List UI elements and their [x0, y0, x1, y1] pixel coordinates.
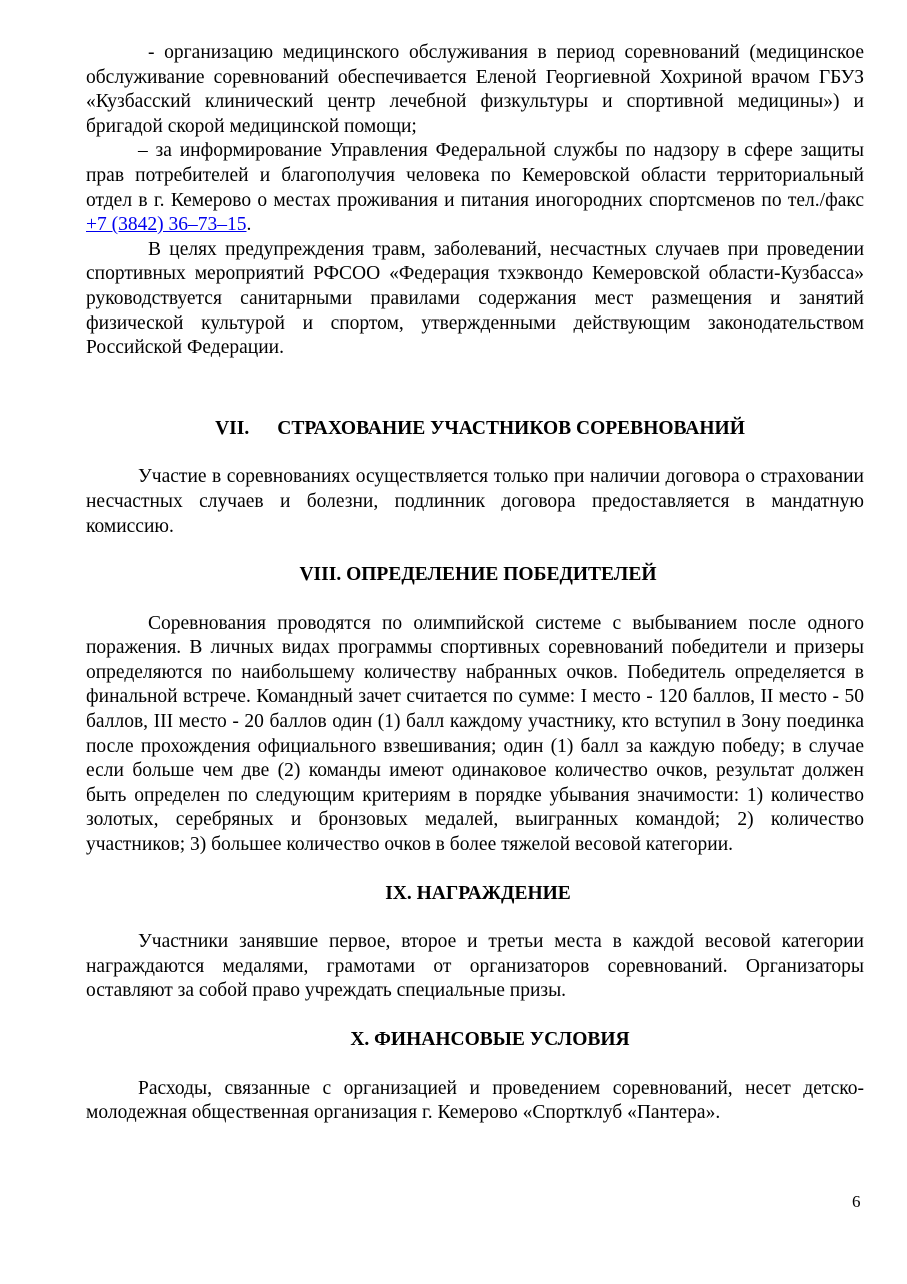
section-7-text: Участие в соревнованиях осуществляется только при наличии договора о страховании несчастных случаев и болезни, подлинник договора предоставляется в мандатную комиссию.	[86, 466, 864, 537]
informing-end: .	[246, 214, 252, 236]
paragraph-medical-service: - организацию медицинского обслуживания в период соревнований (медицинское обслуживание соревнований обеспечивается Еленой Георгиевной Хохриной врачом ГБУЗ «Кузбасский клинический центр лечебной физкультуры и спортивной медицины») и бригадой скорой медицинской помощи;	[86, 42, 864, 137]
section-8-heading: VIII. ОПРЕДЕЛЕНИЕ ПОБЕДИТЕЛЕЙ	[299, 564, 657, 586]
spacer	[86, 539, 864, 563]
section-9-heading: IX. НАГРАЖДЕНИЕ	[385, 882, 571, 904]
page-number: 6	[852, 1192, 861, 1211]
section-7-number: VII.	[215, 417, 250, 439]
informing-text: – за информирование Управления Федеральной службы по надзору в сфере защиты прав потребителей и благополучия человека по Кемеровской области территориальный отдел в г. Кемерово о местах проживания и питания иногородних спортсменов по тел./факс	[86, 140, 864, 211]
spacer	[86, 361, 864, 417]
spacer	[86, 588, 864, 612]
document-content	[86, 41, 864, 1126]
section-9-text: Участники занявшие первое, второе и третьи места в каждой весовой категории награждаются медалями, грамотами от организаторов соревнований. Организаторы оставляют за собой право учреждать специальные призы.	[86, 931, 864, 1002]
paragraph-informing	[86, 139, 864, 237]
spacer	[86, 1004, 864, 1028]
spacer	[86, 441, 864, 465]
spacer	[86, 906, 864, 930]
spacer	[86, 858, 864, 882]
phone-link[interactable]: +7 (3842) 36–73–15	[86, 214, 247, 236]
section-8-text: Соревнования проводятся по олимпийской системе с выбыванием после одного поражения. В личных видах программы спортивных соревнований победители и призеры определяются по наибольшему количеству набранных очков. Победитель определяется в финальной встрече. Командный зачет считается по сумме: I место - 120 баллов, II место - 50 баллов, III место - 20 баллов один (1) балл каждому участнику, кто вступил в Зону поединка после прохождения официального взвешивания; один (1) балл за каждую победу; в случае если больше чем две (2) команды имеют одинаковое количество очков, результат должен быть определен по следующим критериям в порядке убывания значимости: 1) количество золотых, серебряных и бронзовых медалей, выигранных командой; 2) количество участников; 3) большее количество очков в более тяжелой весовой категории.	[86, 612, 864, 856]
section-10-text: Расходы, связанные с организацией и проведением соревнований, несет детско-молодежная общественная организация г. Кемерово «Спортклуб «Пантера».	[86, 1077, 864, 1124]
section-7-heading	[86, 417, 864, 442]
section-10-heading: X. ФИНАНСОВЫЕ УСЛОВИЯ	[350, 1029, 630, 1050]
spacer	[86, 1053, 864, 1077]
section-7-title: СТРАХОВАНИЕ УЧАСТНИКОВ СОРЕВНОВАНИЙ	[277, 417, 745, 439]
paragraph-injury-prevention: В целях предупреждения травм, заболеваний, несчастных случаев при проведении спортивных мероприятий РФСОО «Федерация тхэквондо Кемеровской области-Кузбасса» руководствуется санитарными правилами содержания мест размещения и занятий физической культурой и спортом, утвержденными действующим законодательством Российской Федерации.	[86, 238, 864, 359]
